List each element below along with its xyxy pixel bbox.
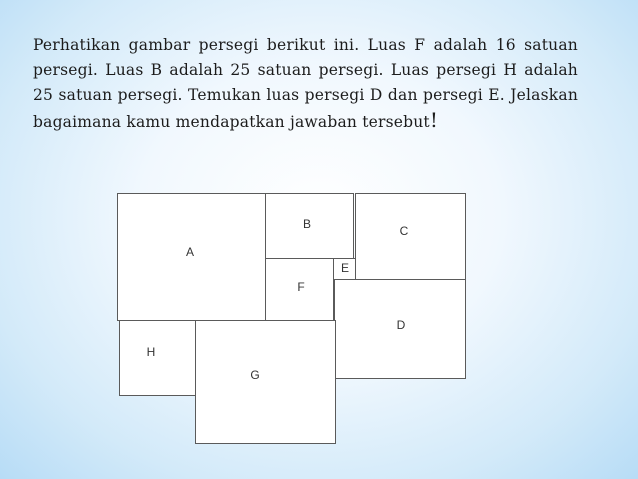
label-b: B: [302, 217, 312, 231]
square-g: [195, 320, 336, 444]
label-d: D: [396, 318, 406, 332]
label-f: F: [297, 280, 305, 294]
label-g: G: [250, 368, 260, 382]
label-a: A: [185, 245, 195, 259]
square-h: [119, 320, 196, 396]
label-e: E: [340, 261, 350, 275]
square-c: [355, 193, 466, 280]
label-c: C: [399, 224, 409, 238]
label-h: H: [146, 345, 156, 359]
question-body: Perhatikan gambar persegi berikut ini. Luas F adalah 16 satuan persegi. Luas B adalah 25 satuan persegi. Luas persegi H adalah 25 satuan persegi. Temukan luas persegi D dan persegi E. Jelaskan bagaimana kamu mendapatkan jawaban tersebut: [33, 36, 578, 131]
question-end-mark: !: [429, 108, 439, 132]
